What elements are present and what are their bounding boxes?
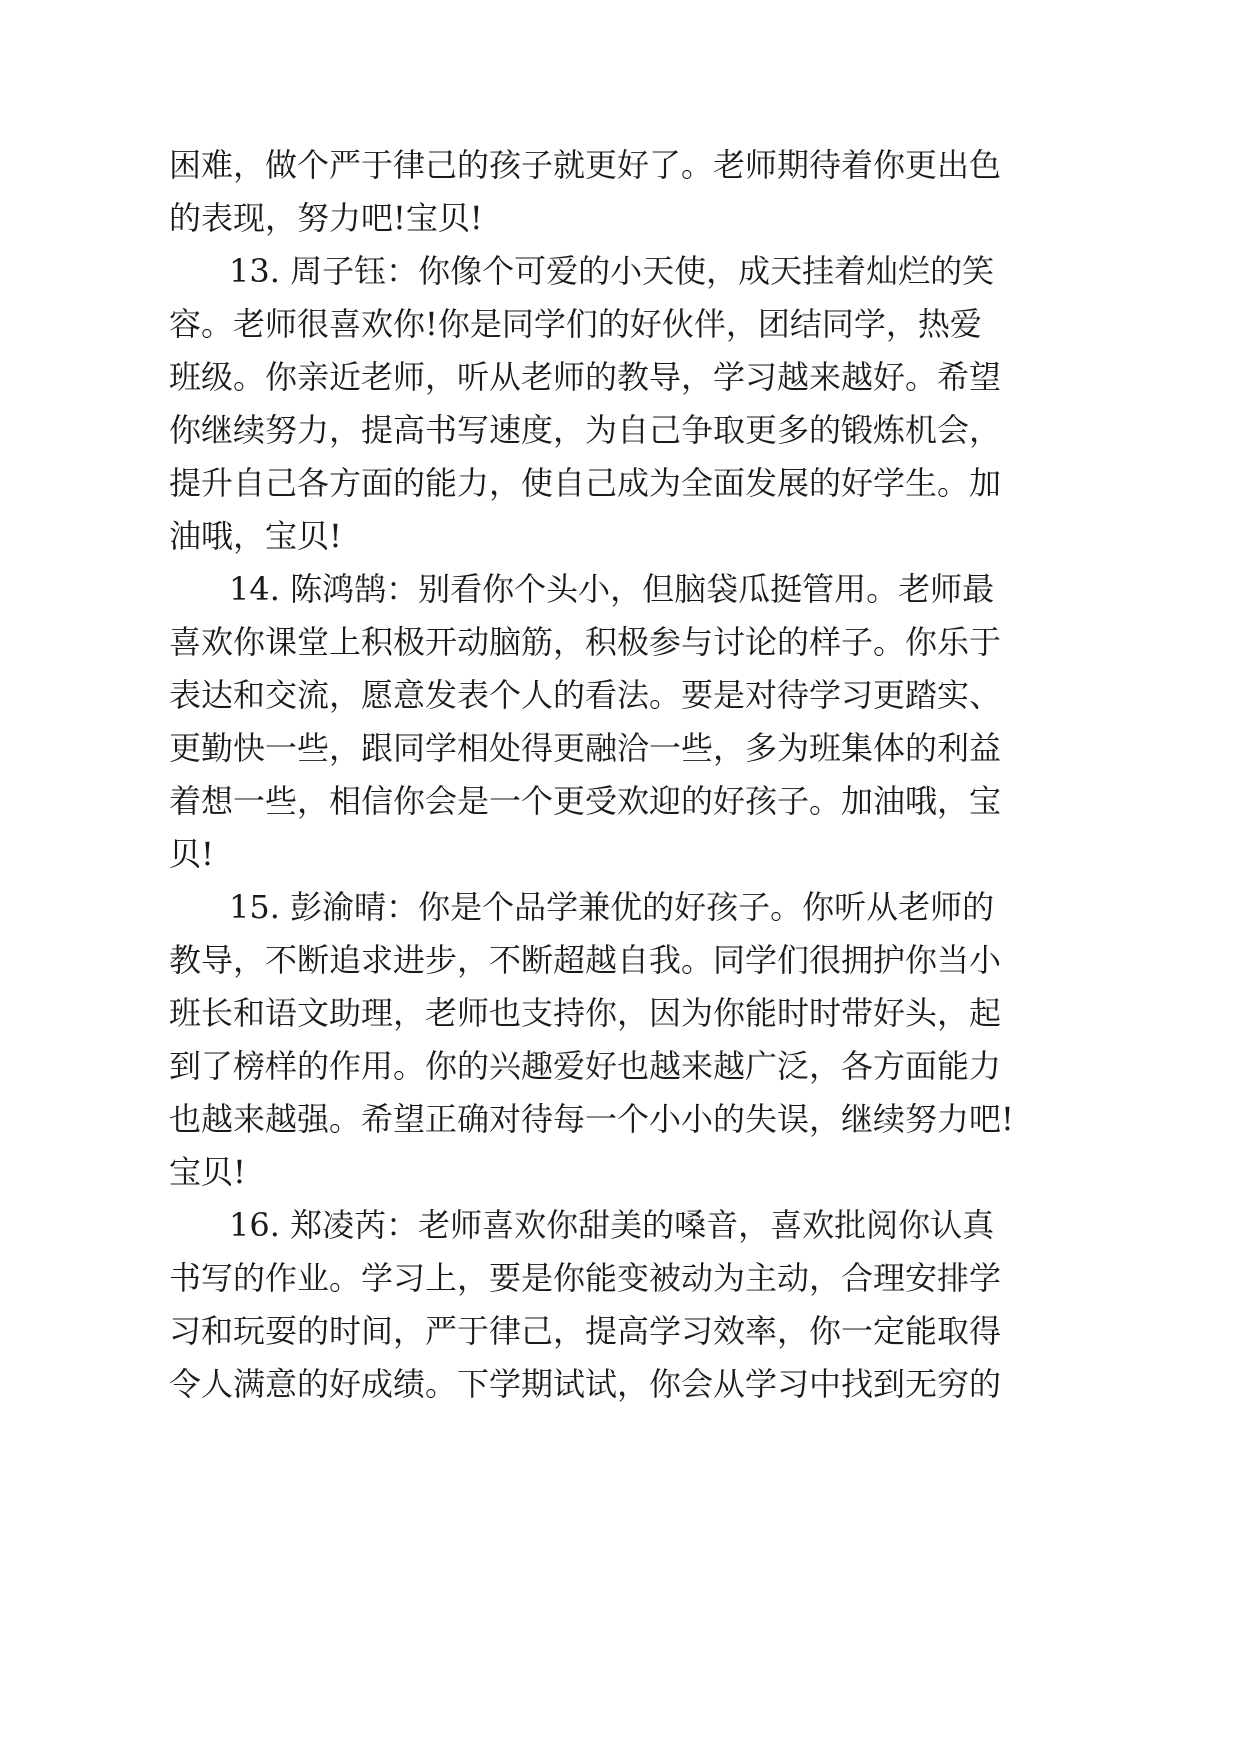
text-line: 也越来越强。希望正确对待每一个小小的失误，继续努力吧! <box>169 1100 1014 1138</box>
text-line: 困难，做个严于律己的孩子就更好了。老师期待着你更出色 <box>169 146 1002 184</box>
text-line: 喜欢你课堂上积极开动脑筋，积极参与讨论的样子。你乐于 <box>169 623 1002 661</box>
text-line: 15. 彭渝晴：你是个品学兼优的好孩子。你听从老师的 <box>229 888 995 926</box>
text-line: 班级。你亲近老师，听从老师的教导，学习越来越好。希望 <box>169 358 1002 396</box>
text-line: 习和玩耍的时间，严于律己，提高学习效率，你一定能取得 <box>169 1312 1002 1350</box>
text-line: 14. 陈鸿鹄：别看你个头小，但脑袋瓜挺管用。老师最 <box>229 570 995 608</box>
text-line: 表达和交流，愿意发表个人的看法。要是对待学习更踏实、 <box>169 676 1002 714</box>
text-line: 到了榜样的作用。你的兴趣爱好也越来越广泛，各方面能力 <box>169 1047 1002 1085</box>
text-line: 书写的作业。学习上，要是你能变被动为主动，合理安排学 <box>169 1259 1002 1297</box>
text-line: 16. 郑凌芮：老师喜欢你甜美的嗓音，喜欢批阅你认真 <box>229 1206 995 1244</box>
text-line: 着想一些，相信你会是一个更受欢迎的好孩子。加油哦，宝 <box>169 782 1002 820</box>
text-line: 教导，不断追求进步，不断超越自我。同学们很拥护你当小 <box>169 941 1002 979</box>
text-line: 令人满意的好成绩。下学期试试，你会从学习中找到无穷的 <box>169 1365 1002 1403</box>
text-line: 的表现，努力吧!宝贝! <box>169 199 483 237</box>
text-line: 宝贝! <box>169 1153 246 1191</box>
text-line: 13. 周子钰：你像个可爱的小天使，成天挂着灿烂的笑 <box>229 252 995 290</box>
text-line: 你继续努力，提高书写速度，为自己争取更多的锻炼机会， <box>169 411 1002 449</box>
text-line: 班长和语文助理，老师也支持你，因为你能时时带好头，起 <box>169 994 1002 1032</box>
text-line: 提升自己各方面的能力，使自己成为全面发展的好学生。加 <box>169 464 1002 502</box>
text-line: 容。老师很喜欢你!你是同学们的好伙伴，团结同学，热爱 <box>169 305 982 343</box>
text-line: 油哦，宝贝! <box>169 517 342 555</box>
text-line: 贝! <box>169 835 214 873</box>
text-line: 更勤快一些，跟同学相处得更融洽一些，多为班集体的利益 <box>169 729 1002 767</box>
